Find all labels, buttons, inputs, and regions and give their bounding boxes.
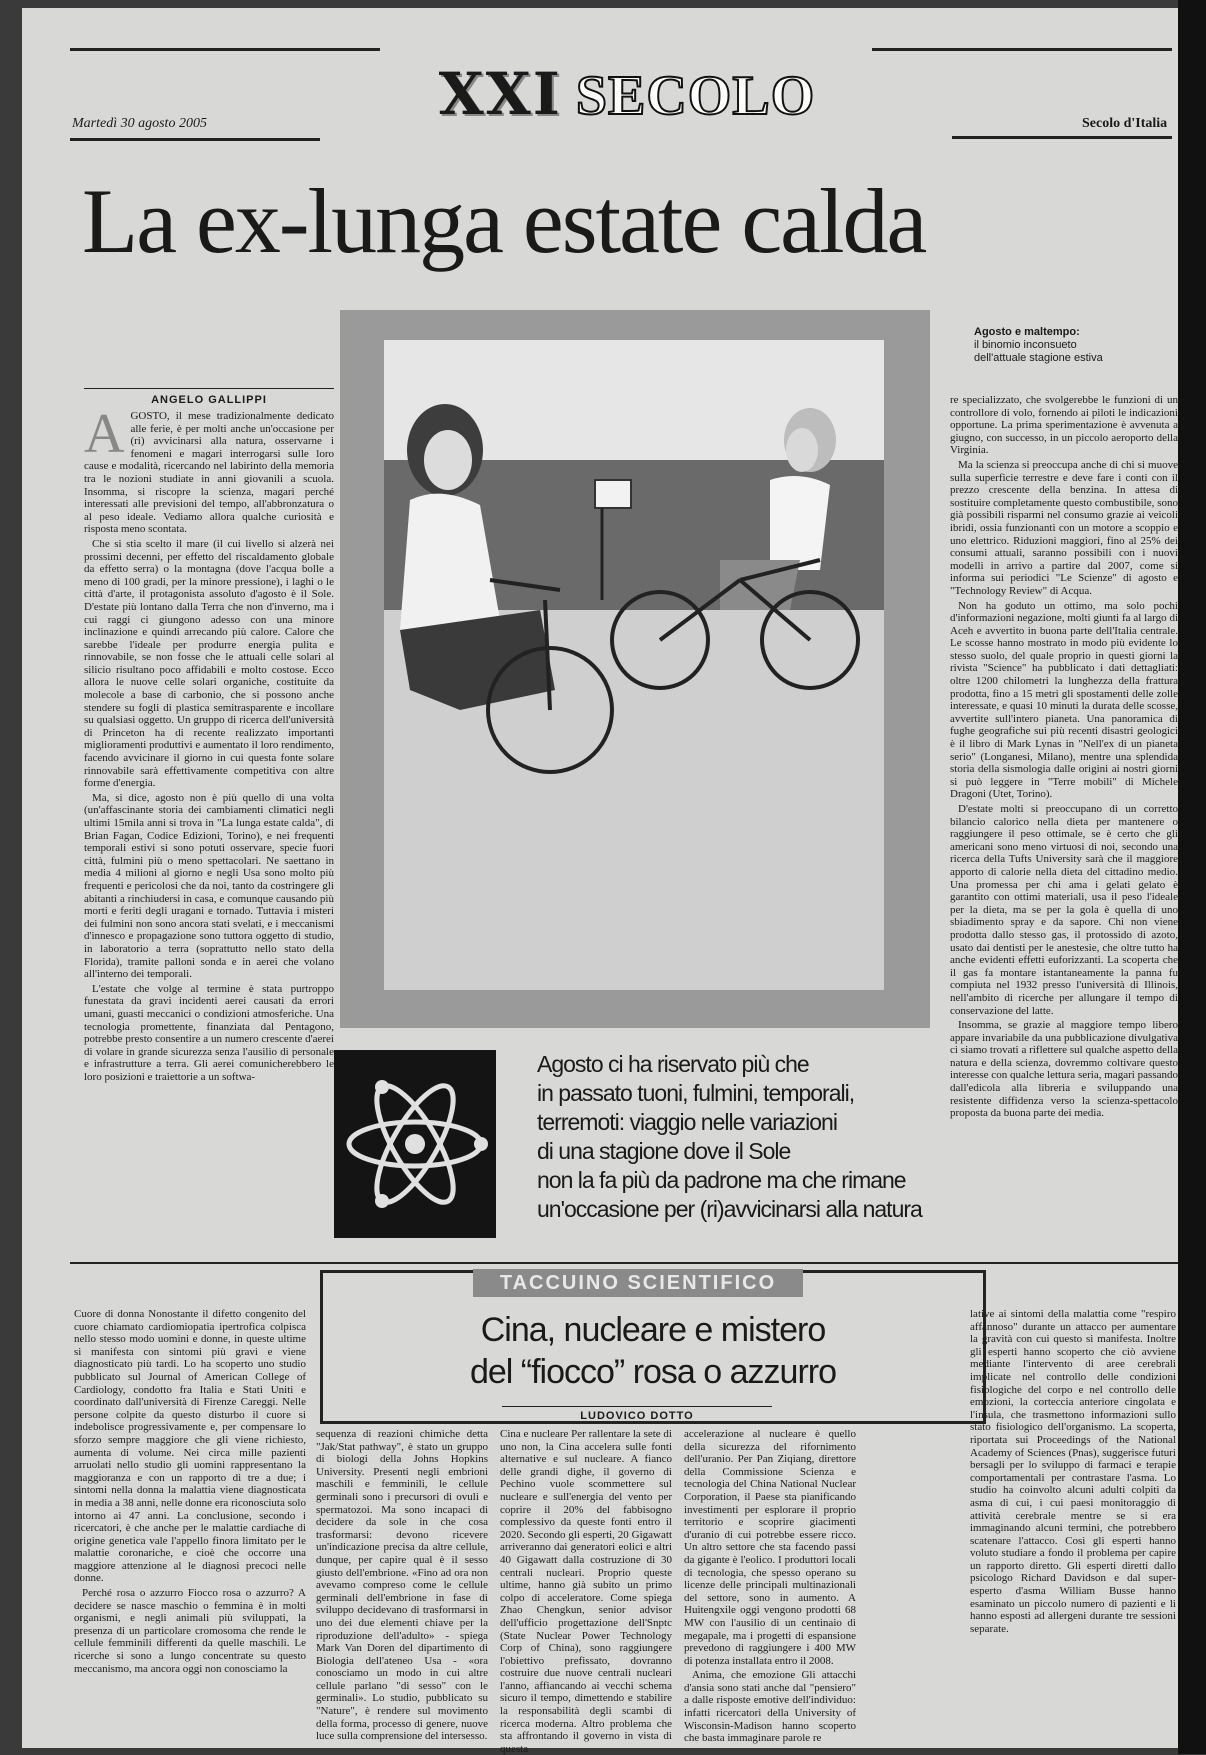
box-byline-rule [502,1406,772,1407]
brand-name: Secolo d'Italia [1082,116,1168,131]
article-paragraph: Insomma, se grazie al maggiore tempo libero appare invariabile da una pubblicazione divulgativa ci siamo trovati a riflettere sul qualche aspetto della natura e della scienza, dovremmo coltivare questo interesse con qualche lettura seria, magari passando dall'edicola alla libreria e sviluppando una resistente diffidenza verso la scienza-spettacolo proposta da buona parte dei media. [950,1019,1178,1120]
section-rule [70,1262,1180,1264]
atom-illustration [334,1050,496,1238]
photo-caption-line: il binomio inconsueto [974,339,1077,351]
bottom-paragraph: Cuore di donna Nonostante il difetto congenito del cuore chiamato cardiomiopatia ipertrofica colpisca nello stesso modo uomini e donne, in queste ultime si manifesta con sintomi più gravi e viene diagnosticato più tardi. Lo ha scoperto uno studio pubblicato sul Journal of American College of Cardiology, condotto fra Italia e Stati Uniti e coordinato dall'università di Firenze Careggi. Nelle persone colpite da questo disturbo il cuore si indebolisce progressivamente e, per compensare lo sforzo sempre maggiore che gli viene richiesto, aumenta di volume. Nei circa mille pazienti arruolati nello studio gli uomini rappresentano la maggioranza e con un rapporto di tre a due; i sintomi nella donna la malattia viene diagnosticata in media a 38 anni, nelle donne era riconosciuta solo intorno ai 47 anni. La conclusione, secondo i ricercatori, è che anche per le malattie cardiache di origine genetica vale l'appello finora limitato per le malattie coronariche, e cioè che occorre una maggiore attenzione al le diagnosi precoci nelle donne. [74,1308,306,1585]
article-paragraph: Non ha goduto un ottimo, ma solo pochi d'informazioni negazione, molti giunti fa al largo di Aceh e avvertito in buona parte dell'Italia centrale. Le scosse hanno mostrato in modo più evidente lo stesso suolo, del quale proprio in questi giorni la rivista "Science" ha pubblicato i dati dettagliati: oltre 1200 chilometri la lunghezza della frattura prodotta, fino a 15 metri gli spostamenti delle zolle interessate, e quasi 10 minuti la durata delle scosse, avvertite sull'intero pianeta. Una panoramica di fughe geografiche sui più recenti disastri geologici è il libro di Mark Lynas in "Nell'ex di un pianeta serio" (Longanesi, Milano), mentre una splendida storia della sismologia dalle origini ai nostri giorni si può leggere in "Terre mobili" di Michele Dragoni (Utet, Torino). [950,599,1178,801]
bottom-paragraph: Perché rosa o azzurro Fiocco rosa o azzurro? A decidere se nasce maschio o femmina è in molti organismi, e negli animali più sviluppati, la presenza di un particolare cromosoma che rende le cellule femminili differenti da quelle maschili. Le ricerche si sono a lungo concentrate su questo meccanismo, ma ancora oggi non conosciamo la [74,1587,306,1675]
teaser-text [537,1050,957,1224]
teaser-line: Agosto ci ha riservato più che [537,1051,809,1077]
masthead-rule-right [872,48,1172,51]
header-rule-right [952,136,1172,139]
header-rule-left [70,138,320,141]
box-title-line: del “fiocco” rosa o azzurro [469,1353,837,1391]
bottom-paragraph: lative ai sintomi della malattia come "respiro affannoso" durante un attacco per aumentare la gravità con cui questo si manifesta. Inoltre gli esperti hanno scoperto che ciò avviene mediante l'intervento di aree cerebrali implicate nel controllo delle condizioni fisiologiche del corpo e nel controllo delle emozioni, la corteccia anteriore cingolata e l'insula, che trasmettono informazioni sullo stato fisiologico dell'organismo. La scoperta, riportata sui Proceedings of the National Academy of Sciences (Pnas), suggerisce futuri bersagli per lo sviluppo di farmaci e terapie comportamentali per contrastare l'asma. Lo studio ha coinvolto alcuni adulti colpiti da asma di cui, i cui paesi monitoraggio di attività cerebrale mentre se si era immaginando alcuni termini, che potrebbero scatenare l'attacco. Così gli esperti hanno voluto studiare a fondo il problema per capire un rapporto diretto. Gli esperti diretti dallo psicologo Richard Davidson e dal super-esperto d'asma William Busse hanno esaminato un piccolo numero di pazienti e li hanno esposti ad allergeni durante tre sessioni separate. [970,1308,1176,1635]
atom-icon [334,1050,496,1238]
box-title [323,1309,983,1393]
byline-box: LUDOVICO DOTTO [580,1410,694,1422]
photo [340,310,930,1028]
teaser-line: terremoti: viaggio nelle variazioni [537,1109,837,1135]
bottom-column-2 [316,1428,488,1742]
photo-caption-line: Agosto e maltempo: [974,326,1080,338]
teaser-line: un'occasione per (ri)avvicinarsi alla natura [537,1196,922,1222]
byline-rule [84,388,334,389]
teaser-line: non la fa più da padrone ma che rimane [537,1167,906,1193]
article-column-left [84,403,334,1230]
bottom-paragraph: Anima, che emozione Gli attacchi d'ansia sono stati anche dal "pensiero" a dalle risposte emotive dell'individuo: infatti ricercatori della University of Wisconsin-Madison hanno scoperto che basta immaginare parole re [684,1669,856,1745]
taccuino-box [320,1270,986,1424]
photo-caption-line: dell'attuale stagione estiva [974,352,1103,364]
masthead-numeral: XXI [438,60,562,128]
page-edge [1178,0,1206,1754]
masthead-word: SECOLO [575,65,816,127]
teaser-line: di una stagione dove il Sole [537,1138,791,1164]
bottom-column-5 [970,1308,1176,1742]
article-paragraph: GOSTO, il mese tradizionalmente dedicato alle ferie, è per molti anche un'occasione per (ri) avvicinarsi alla natura, osservarne i fenomeni e magari interrogarsi sulle loro cause e modalità, ricercando nel labirinto della memoria tra le nozioni studiate in anni giovanili a scuola. Insomma, si riscopre la scienza, magari perché interessati alle previsioni del tempo, all'abbronzatura o al peso ideale. Vediamo allora qualche curiosità e risposta meno scontata. [84,410,334,536]
article-paragraph: re specializzato, che svolgerebbe le funzioni di un controllore di volo, fornendo ai piloti le indicazioni opportune. La prima sperimentazione è avvenuta a giugno, con successo, in un piccolo aeroporto della Virginia. [950,394,1178,457]
bottom-column-3 [500,1428,672,1755]
section-label: TACCUINO SCIENTIFICO [473,1269,803,1297]
bottom-column-4 [684,1428,856,1745]
headline: La ex-lunga estate calda [82,170,926,272]
article-column-right [950,394,1178,1246]
teaser-line: in passato tuoni, fulmini, temporali, [537,1080,855,1106]
newspaper-page [22,8,1182,1755]
masthead [377,60,877,132]
bottom-column-1 [74,1308,306,1742]
article-paragraph: Ma, si dice, agosto non è più quello di una volta (un'affascinante storia dei cambiamenti climatici negli ultimi 15mila anni si trova in "La lunga estate calda", di Brian Fagan, Codice Edizioni, Torino), e nei frequenti temporali estivi si sono potuti osservare, specie fuori città, fulmini più o meno spettacolari. Ne saettano in media 4 milioni al giorno e negli Usa sono molto più frequenti e pericolosi che da noi, tanto da costringere gli abitanti a rinchiudersi in casa, e comunque causando più morti e feriti degli uragani e tornado. Tuttavia i misteri dei fulmini non sono ancora stati svelati, e i meccanismi d'innesco e propagazione sono tuttora oggetto di studio, in laboratorio a terra (soprattutto nello stato della Florida), tramite palloni sonda e in aerei che volano all'interno dei temporali. [84,791,334,981]
masthead-rule-left [70,48,380,51]
article-paragraph: Che si stia scelto il mare (il cui livello si alzerà nei prossimi decenni, per effetto del riscaldamento globale da effetto serra) o la montagna (dove l'acqua bolle a meno di 100 gradi, per la minore pressione), i laghi o le città d'arte, il protagonista assoluto d'agosto è il Sole. D'estate più lontano dalla Terra che non d'inverno, ma i cui raggi ci giungono adesso con una minore inclinazione e quindi arrecando più calore. Calore che sarebbe l'ideale per produrre energia pulita e rinnovabile, se non fosse che le attuali celle solari al silicio risultano poco affidabili e molto costose. Ecco allora le nuove celle solari organiche, costituite da molecole a base di carbonio, che si possono anche stendere su fogli di plastica semitrasparente e incollare su qualsiasi oggetto. Un gruppo di ricerca dell'università di Princeton ha di recente realizzato importanti miglioramenti produttivi e aumentato il loro rendimento, facendo avvicinare il giorno in cui questa fonte solare rinnovabile sarà effettivamente competitiva con altre forme d'energia. [84,537,334,790]
dateline: Martedì 30 agosto 2005 [72,116,207,131]
box-title-line: Cina, nucleare e mistero [480,1311,826,1349]
article-paragraph: D'estate molti si preoccupano di un corretto bilancio calorico nella dieta per mantenere o raggiungere il peso ottimale, se è certo che gli americani sono meno virtuosi di noi, secondo una ricerca della Tufts University sarà che il maggiore apporto di calorie nella dieta del cittadino medio. Una promessa per chi ama i gelati gelato è garantito con ottimi materiali, usa il peso l'ideale per la dieta, ma se per la gola è quella di uno sbiadimento spray e da sapore. Chi non viene prodotta dallo stesso gas, il protossido di azoto, usato dai dentisti per le anestesie, che oltre tutto ha anche evidenti effetti euforizzanti. La scoperta che il gas fa montare istantaneamente la panna fu compiuta nel 1932 presso l'università di Illinois, nell'ambito di ricerche per allungare il tempo di conservazione del latte. [950,803,1178,1017]
article-paragraph: Ma la scienza si preoccupa anche di chi si muove sulla superficie terrestre e deve fare i conti con il prezzo crescente della benzina. In attesa di sostituire completamente questo combustibile, sono già possibili risparmi nel consumo grazie ai veicoli ibridi, ossia funzionanti con un motore a scoppio e uno elettrico. Riduzioni maggiori, fino al 25% dei consumi attuali, saranno possibili con i nuovi modelli in arrivo a partire dal 2007, come si informa sui periodici "Le Scienze" di agosto e "Technology Review" di Acqua. [950,458,1178,597]
bottom-paragraph: sequenza di reazioni chimiche detta "Jak/Stat pathway", è stato un gruppo di biologi della Johns Hopkins University. Presenti negli embrioni maschili e femminili, le cellule germinali sono i precursori di ovuli e spermatozoi. Ma sono incapaci di decidere da sole in che cosa trasformarsi: devono ricevere un'indicazione precisa da altre cellule, dunque, per capire qual è il sesso giusto dell'embrione. «Fino ad ora non avevamo compreso come le cellule germinali dell'embrione in fase di sviluppo decidevano di trasformarsi in uno dei due elementi chiave per la riproduzione dell'adulto» - spiega Mark Van Doren del dipartimento di Biologia dell'ateneo Usa - «ora conosciamo un modo in cui altre cellule parlano "di sesso" con le germinali». Lo studio, pubblicato su "Nature", è rendere sul movimento della forma, processo di genere, nuove luce sulla comprensione del intersesso. [316,1428,488,1743]
photo-caption [974,326,1174,365]
bottom-paragraph: accelerazione al nucleare è quello della sicurezza del rifornimento dell'uranio. Per Pan Ziqiang, direttore della Commissione Scienza e tecnologia del China National Nuclear Corporation, il Paese sta pianificando investimenti per esplorare il proprio territorio e scoprire giacimenti d'uranio di cui potrebbe essere ricco. Un altro settore che sta facendo passi da gigante è l'eolico. I produttori locali di tecnologia, che spesso operano su licenze delle principali multinazionali del settore, sono in aumento. A Huitengxile oggi vengono prodotti 68 MW con l'ausilio di un centinaio di megapale, ma i progetti di espansione prevedono di raggiungere i 400 MW di potenza installata entro il 2008. [684,1428,856,1667]
drop-cap: A [84,403,125,465]
article-paragraph: L'estate che volge al termine è stata purtroppo funestata da gravi incidenti aerei causati da errori umani, guasti meccanici o condizioni atmosferiche. Una tecnologia promettente, finanziata dal Pentagono, potrebbe presto consentire a un numero crescente d'aerei di volare in grande sicurezza senza l'ausilio di personale e infrastrutture a terra. Gli aerei comunicherebbero le loro posizioni e traiettorie a un softwa- [84,982,334,1083]
byline-main: ANGELO GALLIPPI [151,394,267,406]
bottom-paragraph: Cina e nucleare Per rallentare la sete di uno non, la Cina accelera sulle fonti alternative e sul nucleare. A fianco delle grandi dighe, il governo di Pechino vuole scommettere sul nucleare e sull'energia del vento per coprire il 20% del fabbisogno complessivo da queste fonti entro il 2020. Secondo gli esperti, 20 Gigawatt arriveranno dai generatori eolici e altri 40 Gigawatt dalla costruzione di 30 centrali nucleari. Proprio queste ultime, hanno già subito un primo colpo di acceleratore. Come spiega Zhao Chengkun, senior advisor dell'ufficio progettazione dell'Snptc (State Nuclear Power Technology Corp of China), sono raggiungere l'obiettivo prefissato, dovranno costruire due nuove centrali nucleari l'anno, affiancando ai vecchi schema sicuro il tempo, dimettendo e stabilire la responsabilità degli scambi di ricerca moderna. Altro problema che sta affrontando il governo in vista di questa [500,1428,672,1755]
photo-cyclists-flood [340,310,930,1028]
